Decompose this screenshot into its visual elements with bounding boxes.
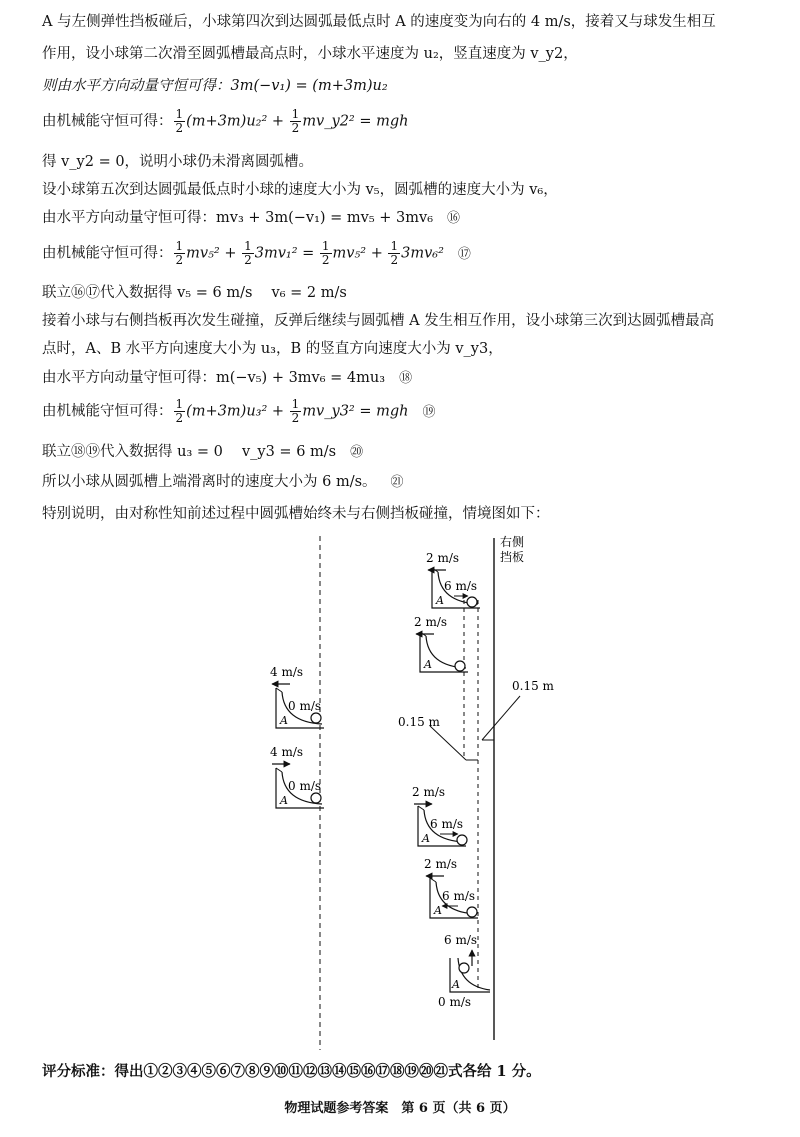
marker-19: ⑲: [422, 404, 436, 420]
slot-label: A: [280, 794, 288, 807]
text-line-1: A 与左侧弹性挡板碰后，小球第四次到达圆弧最低点时 A 的速度变为向右的 4 m/s，接着又与球发生相互: [42, 14, 716, 30]
slot-label: A: [436, 594, 444, 607]
equation-part: (m+3m)u₂² +: [186, 113, 289, 130]
text-line-5: 得 v_y2 = 0，说明小球仍未滑离圆弧槽。: [42, 154, 314, 170]
page-footer: 物理试题参考答案 第 6 页（共 6 页）: [284, 1101, 516, 1116]
marker-17: ⑰: [457, 246, 471, 262]
ball-velocity-label: 0 m/s: [288, 779, 322, 793]
velocity-label: 2 m/s: [412, 785, 446, 799]
text-line-16: 特别说明，由对称性知前述过程中圆弧槽始终未与右侧挡板碰撞，情境图如下：: [42, 506, 550, 522]
right-frame-4: [424, 857, 478, 918]
text-line-6: 设小球第五次到达圆弧最低点时小球的速度大小为 v₅，圆弧槽的速度大小为 v₆，: [42, 182, 558, 198]
text-line-2: 作用，设小球第二次滑至圆弧槽最高点时，小球水平速度为 u₂，竖直速度为 v_y2，: [42, 46, 578, 62]
text-line-14: 联立⑱⑲代入数据得 u₃ = 0 v_y3 = 6 m/s ⑳: [42, 444, 364, 460]
marker-20: ⑳: [350, 445, 364, 460]
marker-16: ⑯: [447, 211, 461, 226]
velocity-label: 4 m/s: [270, 745, 304, 759]
velocity-label: 4 m/s: [270, 665, 304, 679]
ball-velocity-label: 0 m/s: [288, 699, 322, 713]
distance-pointer-upper: [482, 696, 520, 740]
wall-label-2: 挡板: [500, 550, 525, 564]
text-line-8: 由机械能守恒可得： $\frac{1}{2}$ mv₅² + $\frac{1}{2}$ 3mv₁² = $\frac{1}{2}$ mv₅² + $\frac{1}{2}$ 3mv₆² ⑰: [42, 239, 471, 267]
left-frame-1: [270, 665, 324, 728]
velocity-label: 2 m/s: [424, 857, 458, 871]
fraction: $\frac{1}{2}$: [291, 107, 300, 135]
slot-label: A: [424, 658, 432, 671]
text-line-3: 则由水平方向动量守恒可得：3m(−v₁) = (m+3m)u₂: [42, 78, 388, 94]
text-line-7: 由水平方向动量守恒可得：mv₃ + 3m(−v₁) = mv₅ + 3mv₆ ⑯: [42, 210, 461, 226]
right-frame-3: [412, 785, 467, 846]
text-line-15: 所以小球从圆弧槽上端滑离时的速度大小为 6 m/s。 ㉑: [42, 474, 404, 490]
ball-velocity-label: 6 m/s: [430, 817, 464, 831]
text-line-4-prefix: 由机械能守恒可得：: [42, 113, 173, 130]
text-line-11: 点时，A、B 水平方向速度大小为 u₃，B 的竖直方向速度大小为 v_y3，: [42, 341, 503, 357]
wall-label-1: 右侧: [500, 535, 525, 549]
marker-18: ⑱: [399, 371, 413, 386]
text-line-12: 由水平方向动量守恒可得：m(−v₅) + 3mv₆ = 4mu₃ ⑱: [42, 370, 413, 386]
bottom-velocity-label: 0 m/s: [438, 995, 472, 1009]
text-line-4: [42, 108, 770, 135]
slot-label: A: [422, 832, 430, 845]
marker-21: ㉑: [390, 475, 404, 490]
distance-label-upper: 0.15 m: [512, 679, 554, 693]
ball-velocity-label: 6 m/s: [444, 579, 478, 593]
right-frame-2: [414, 615, 468, 672]
slot-label: A: [434, 904, 442, 917]
left-frame-2: [270, 745, 324, 808]
velocity-label: 2 m/s: [426, 551, 460, 565]
text-line-9: 联立⑯⑰代入数据得 v₅ = 6 m/s v₆ = 2 m/s: [42, 285, 347, 301]
scoring-line: [42, 1062, 770, 1082]
velocity-label: 6 m/s: [444, 933, 478, 947]
scenario-diagram: [0, 530, 800, 1060]
slot-label: A: [452, 978, 460, 991]
scoring-text: 得出①②③④⑤⑥⑦⑧⑨⑩⑪⑫⑬⑭⑮⑯⑰⑱⑲⑳㉑式各给 1 分。: [114, 1063, 541, 1080]
distance-label-lower: 0.15 m: [398, 715, 440, 729]
text-line-13: 由机械能守恒可得： $\frac{1}{2}$ (m+3m)u₃² + $\frac{1}{2}$ mv_y3² = mgh ⑲: [42, 397, 436, 425]
slot-label: A: [280, 714, 288, 727]
distance-pointer-lower: [430, 726, 466, 760]
velocity-label: 2 m/s: [414, 615, 448, 629]
scoring-label: 评分标准：: [42, 1063, 115, 1080]
ball-velocity-label: 6 m/s: [442, 889, 476, 903]
right-frame-1: [426, 551, 480, 608]
last-frame: [438, 933, 490, 1009]
equation-part: mv_y2² = mgh: [302, 113, 409, 130]
fraction: $\frac{1}{2}$: [175, 107, 184, 135]
text-line-10: 接着小球与右侧挡板再次发生碰撞，反弹后继续与圆弧槽 A 发生相互作用，设小球第三次到达圆弧槽最高: [42, 313, 715, 329]
